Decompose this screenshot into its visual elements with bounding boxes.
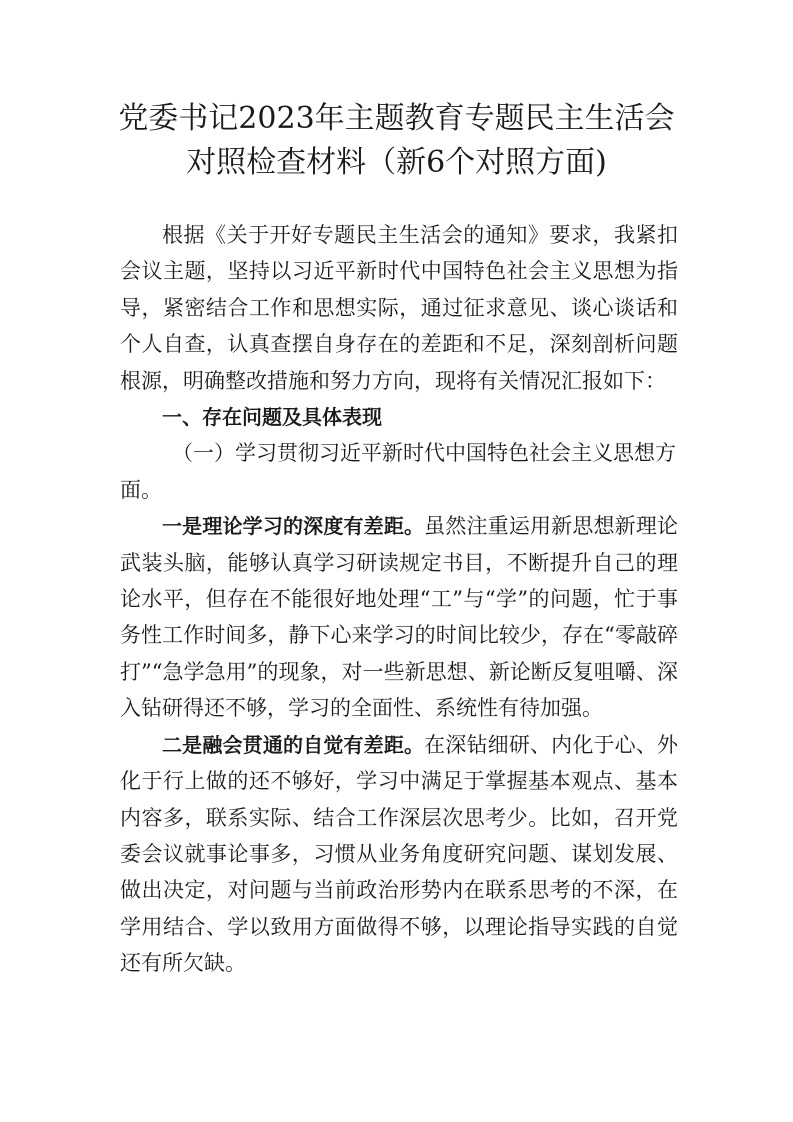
intro-paragraph: 根据《关于开好专题民主生活会的通知》要求，我紧扣会议主题，坚持以习近平新时代中国特色社会主义思想为指导，紧密结合工作和思想实际，通过征求意见、谈心谈话和个人自查，认真查摆自身存在的差距和不足，深刻剖析问题根源，明确整改措施和努力方向，现将有关情况汇报如下： (120, 223, 678, 393)
point-two-lead: 二是融会贯通的自觉有差距。 (162, 732, 425, 757)
point-one-lead: 一是理论学习的深度有差距。 (162, 514, 425, 539)
subsection-heading: （一）学习贯彻习近平新时代中国特色社会主义思想方面。 (120, 441, 676, 502)
document-title-line2: 对照检查材料（新6个对照方面) (186, 145, 607, 180)
point-two-paragraph (120, 727, 678, 982)
point-one-paragraph (120, 508, 678, 726)
point-two-text: 在深钻细研、内化于心、外化于行上做的还不够好，学习中满足于掌握基本观点、基本内容多，联系实际、结合工作深层次思考少。比如，召开党委会议就事论事多，习惯从业务角度研究问题、谋划发展、做出决定，对问题与当前政治形势内在联系思考的不深，在学用结合、学以致用方面做得不够，以理论指导实践的自觉还有所欠缺。 (120, 732, 679, 976)
section-heading: 一、存在问题及具体表现 (162, 405, 382, 430)
document-title-line1: 党委书记2023年主题教育专题民主生活会 (118, 101, 675, 136)
document-body (120, 217, 678, 982)
point-one-text: 虽然注重运用新思想新理论武装头脑，能够认真学习研读规定书目，不断提升自己的理论水平，但存在不能很好地处理“工”与“学”的问题，忙于事务性工作时间多，静下心来学习的时间比较少，存在“零敲碎打”“急学急用”的现象，对一些新思想、新论断反复咀嚼、深入钻研得还不够，学习的全面性、系统性有待加强。 (120, 514, 679, 721)
